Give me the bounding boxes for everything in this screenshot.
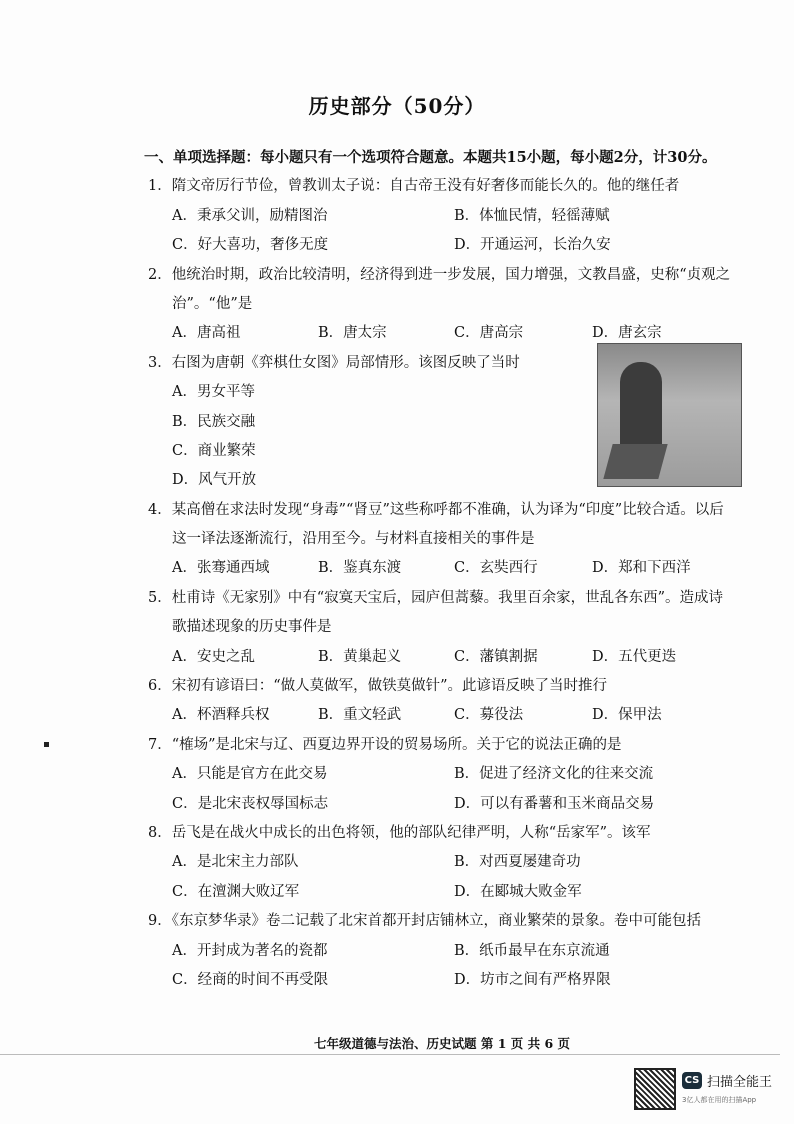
option: D．风气开放 xyxy=(172,472,257,489)
option: C．是北宋丧权辱国标志 xyxy=(172,795,329,812)
section-heading: 一、单项选择题：每小题只有一个选项符合题意。本题共15小题，每小题2分，计30分。 xyxy=(144,149,717,166)
option: A．男女平等 xyxy=(172,384,255,401)
option: D．在郾城大败金军 xyxy=(454,883,582,900)
painting-image xyxy=(597,343,742,487)
option: A．只能是官方在此交易 xyxy=(172,766,328,783)
question-stem: 5．杜甫诗《无家别》中有“寂寞天宝后，园庐但蒿藜。我里百余家，世乱各东西”。造成诗 xyxy=(148,589,724,606)
option: C．玄奘西行 xyxy=(454,560,538,577)
option: B．纸币最早在东京流通 xyxy=(454,942,610,959)
camscanner-logo-icon: CS xyxy=(682,1072,702,1089)
qr-code-icon xyxy=(634,1068,676,1110)
option: D．开通运河，长治久安 xyxy=(454,237,611,254)
question-stem: 6．宋初有谚语曰：“做人莫做军，做铁莫做针”。此谚语反映了当时推行 xyxy=(148,678,608,695)
question-stem: 4．某高僧在求法时发现“身毒”“肾豆”这些称呼都不准确，认为译为“印度”比较合适。以后 xyxy=(148,501,724,518)
watermark-tagline: 3亿人都在用的扫描App xyxy=(682,1096,757,1104)
option: B．民族交融 xyxy=(172,413,256,430)
page-footer: 七年级道德与法治、历史试题 第 1 页 共 6 页 xyxy=(314,1036,571,1051)
chessboard-shape xyxy=(603,444,667,479)
option: A．开封成为著名的瓷都 xyxy=(172,942,328,959)
option: C．在澶渊大败辽军 xyxy=(172,883,300,900)
option: B．体恤民情，轻徭薄赋 xyxy=(454,207,610,224)
option: B．鉴真东渡 xyxy=(318,560,402,577)
option: A．秉承父训，励精图治 xyxy=(172,207,328,224)
option: D．唐玄宗 xyxy=(592,325,662,342)
question-stem: 3．右图为唐朝《弈棋仕女图》局部情形。该图反映了当时 xyxy=(148,354,520,371)
question-stem: 治”。“他”是 xyxy=(172,295,253,312)
option: C．藩镇割据 xyxy=(454,648,538,665)
option: D．郑和下西洋 xyxy=(592,560,691,577)
option: C．募役法 xyxy=(454,707,524,724)
option: D．可以有番薯和玉米商品交易 xyxy=(454,795,655,812)
scan-mark xyxy=(44,742,49,747)
option: D．五代更迭 xyxy=(592,648,677,665)
option: A．安史之乱 xyxy=(172,648,255,665)
option: A．是北宋主力部队 xyxy=(172,854,299,871)
watermark-name: 扫描全能王 xyxy=(707,1075,773,1090)
page-title: 历史部分（50分） xyxy=(308,94,486,118)
question-stem: 8．岳飞是在战火中成长的出色将领，他的部队纪律严明，人称“岳家军”。该军 xyxy=(148,824,651,841)
option: C．好大喜功，奢侈无度 xyxy=(172,237,329,254)
option: D．保甲法 xyxy=(592,707,662,724)
option: A．唐高祖 xyxy=(172,325,241,342)
question-stem: 这一译法逐渐流行，沿用至今。与材料直接相关的事件是 xyxy=(172,531,535,548)
question-stem: 歌描述现象的历史事件是 xyxy=(172,619,332,636)
option: A．杯酒释兵权 xyxy=(172,707,270,724)
option: B．唐太宗 xyxy=(318,325,387,342)
option: C．商业繁荣 xyxy=(172,442,256,459)
option: A．张骞通西域 xyxy=(172,560,270,577)
question-stem: 9．《东京梦华录》卷二记载了北宋首都开封店铺林立，商业繁荣的景象。卷中可能包括 xyxy=(148,913,701,930)
option: B．促进了经济文化的往来交流 xyxy=(454,766,654,783)
question-stem: 2．他统治时期，政治比较清明，经济得到进一步发展，国力增强，文教昌盛，史称“贞观之 xyxy=(148,266,731,283)
footer-divider xyxy=(0,1054,780,1055)
option: C．经商的时间不再受限 xyxy=(172,971,329,988)
option: B．黄巢起义 xyxy=(318,648,402,665)
option: C．唐高宗 xyxy=(454,325,524,342)
question-stem: 1．隋文帝厉行节俭，曾教训太子说：自古帝王没有好奢侈而能长久的。他的继任者 xyxy=(148,178,680,195)
option: B．重文轻武 xyxy=(318,707,402,724)
question-list xyxy=(144,143,768,995)
option: B．对西夏屡建奇功 xyxy=(454,854,581,871)
question-stem: 7．“榷场”是北宋与辽、西夏边界开设的贸易场所。关于它的说法正确的是 xyxy=(148,736,622,753)
option: D．坊市之间有严格界限 xyxy=(454,971,611,988)
